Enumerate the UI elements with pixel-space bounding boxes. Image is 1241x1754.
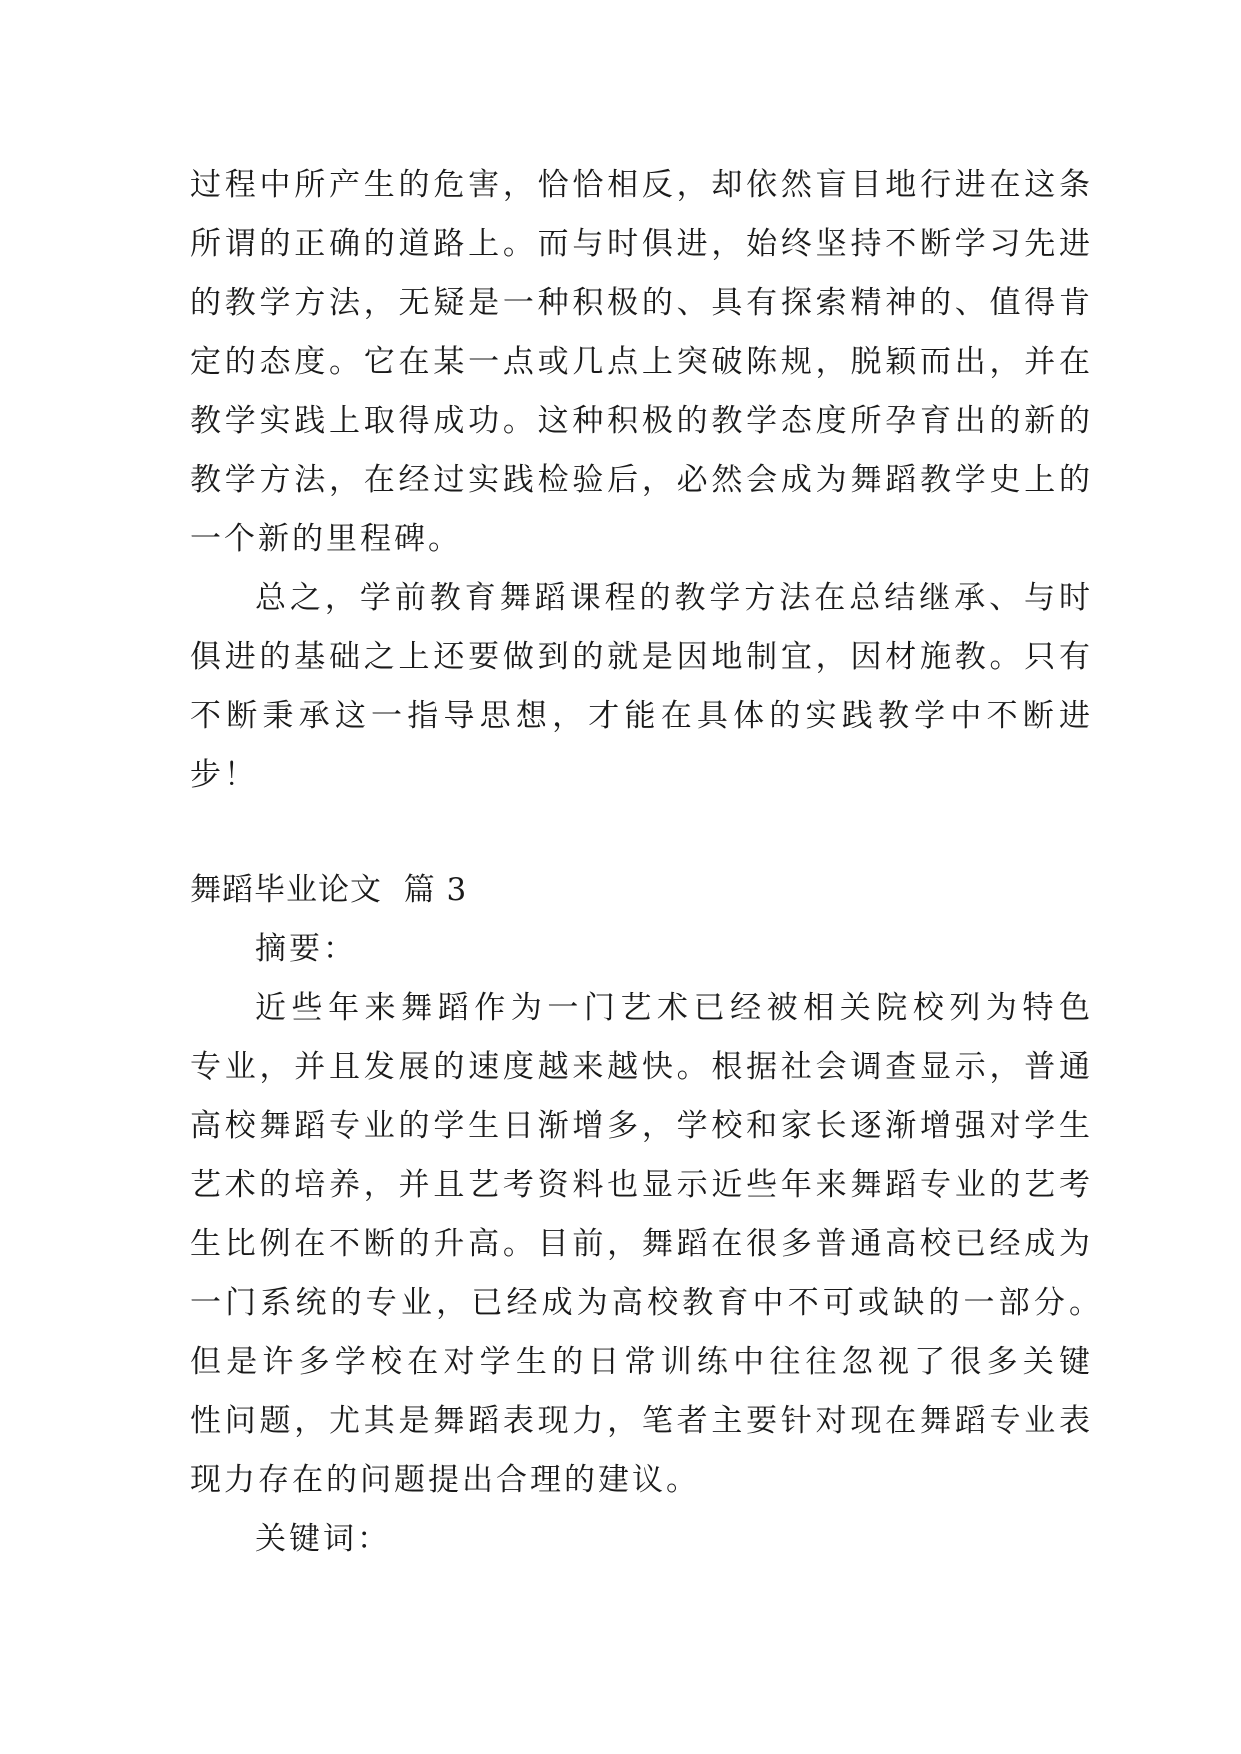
paragraph-line: 一个新的里程碑。 [190, 521, 462, 557]
paragraph-line: 专业，并且发展的速度越来越快。根据社会调查显示，普通 [190, 1049, 1090, 1085]
paragraph-line: 生比例在不断的升高。目前，舞蹈在很多普通高校已经成为 [190, 1226, 1090, 1262]
paragraph-line: 总之，学前教育舞蹈课程的教学方法在总结继承、与时 [255, 580, 1090, 616]
paragraph-line: 不断秉承这一指导思想，才能在具体的实践教学中不断进 [190, 698, 1090, 734]
paragraph-line: 所谓的正确的道路上。而与时俱进，始终坚持不断学习先进 [190, 226, 1090, 262]
paragraph-line: 俱进的基础之上还要做到的就是因地制宜，因材施教。只有 [190, 639, 1090, 675]
paragraph-line: 定的态度。它在某一点或几点上突破陈规，脱颖而出，并在 [190, 344, 1090, 380]
paragraph-line: 现力存在的问题提出合理的建议。 [190, 1462, 700, 1498]
paragraph-line: 艺术的培养，并且艺考资料也显示近些年来舞蹈专业的艺考 [190, 1167, 1090, 1203]
paragraph-line: 教学方法，在经过实践检验后，必然会成为舞蹈教学史上的 [190, 462, 1090, 498]
section-title: 舞蹈毕业论文 篇 3 [190, 872, 468, 908]
paragraph-line: 的教学方法，无疑是一种积极的、具有探索精神的、值得肯 [190, 285, 1090, 321]
abstract-label: 摘要： [255, 931, 357, 967]
paragraph-line: 近些年来舞蹈作为一门艺术已经被相关院校列为特色 [255, 990, 1090, 1026]
paragraph-line: 一门系统的专业，已经成为高校教育中不可或缺的一部分。 [190, 1285, 1100, 1321]
paragraph-line: 高校舞蹈专业的学生日渐增多，学校和家长逐渐增强对学生 [190, 1108, 1090, 1144]
paragraph-line: 但是许多学校在对学生的日常训练中往往忽视了很多关键 [190, 1344, 1090, 1380]
keywords-label: 关键词： [255, 1521, 391, 1557]
paragraph-line: 步！ [190, 757, 258, 793]
paragraph-line: 过程中所产生的危害，恰恰相反，却依然盲目地行进在这条 [190, 167, 1090, 203]
paragraph-line: 教学实践上取得成功。这种积极的教学态度所孕育出的新的 [190, 403, 1090, 439]
paragraph-line: 性问题，尤其是舞蹈表现力，笔者主要针对现在舞蹈专业表 [190, 1403, 1090, 1439]
